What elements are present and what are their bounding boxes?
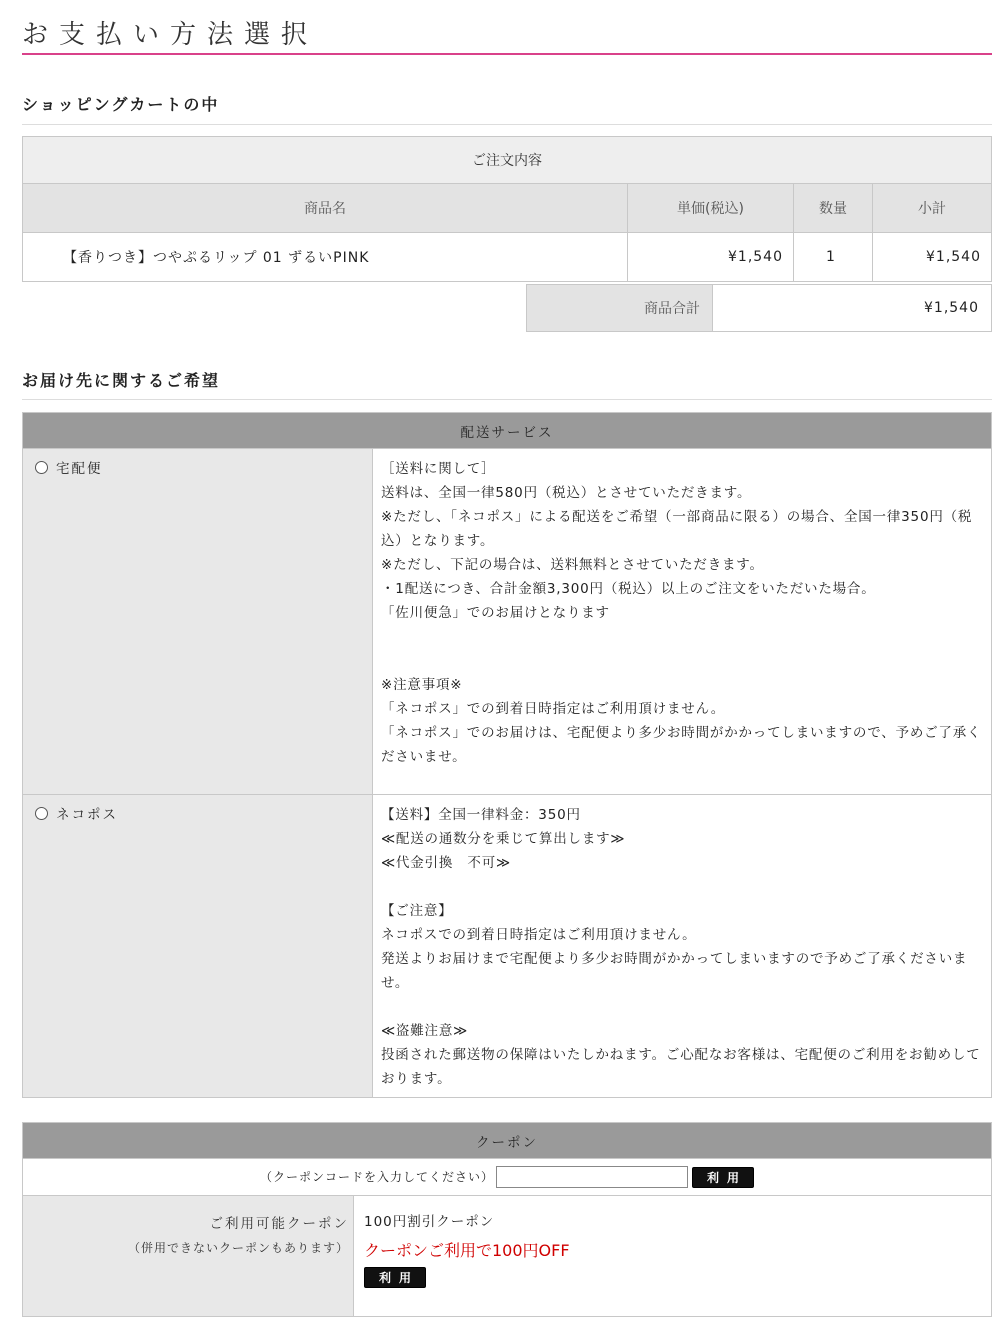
coupon-use-button[interactable]: 利用 [364,1267,426,1288]
description-line: ネコポスでの到着日時指定はご利用頂けません。 [381,927,697,943]
coupon-input-row [23,1159,992,1196]
shipping-service-header: 配送サービス [23,413,992,449]
description-line: ≪代金引換 不可≫ [381,855,511,871]
radio-nekopos[interactable] [35,807,48,820]
coupon-header: クーポン [23,1123,992,1159]
description-line: ※ただし、「ネコポス」による配送をご希望（一部商品に限る）の場合、全国一律350円（税込）となります。 [381,509,973,549]
description-line: ・1配送につき、合計金額3,300円（税込）以上のご注文をいただいた場合。 [381,581,876,597]
description-line: ※注意事項※ [381,677,463,693]
column-subtotal: 小計 [873,184,992,233]
coupon-promo-text: クーポンご利用で100円OFF [364,1241,570,1260]
cart-total-table [526,284,992,332]
shipping-option-description [373,795,992,1098]
column-unit-price: 単価(税込) [628,184,794,233]
description-line: ※ただし、下記の場合は、送料無料とさせていただきます。 [381,557,764,573]
description-line: ［送料に関して］ [381,461,496,477]
coupon-name: 100円割引クーポン [364,1214,495,1230]
description-blank [381,625,985,649]
coupon-input-hint: （クーポンコードを入力してください） [259,1170,494,1184]
description-line: 投函された郵送物の保障はいたしかねます。ご心配なお客様は、宅配便のご利用をお勧めしております。 [381,1047,981,1087]
coupon-apply-button[interactable]: 利用 [692,1167,754,1188]
description-blank [381,995,985,1019]
total-value: ¥1,540 [713,285,992,332]
page-title: お支払い方法選択 [22,20,319,50]
shipping-option-takkyubin[interactable] [23,449,373,795]
product-subtotal: ¥1,540 [873,233,992,282]
coupon-code-input[interactable] [496,1166,688,1188]
shipping-heading: お届け先に関するご希望 [22,371,221,390]
available-coupon-label-cell [23,1196,354,1317]
cart-caption: ご注文内容 [23,137,992,184]
description-line: 発送よりお届けまで宅配便より多少お時間がかかってしまいますので予めご了承くださいませ。 [381,951,968,991]
cart-heading: ショッピングカートの中 [22,95,220,114]
description-line: ≪盗難注意≫ [381,1023,469,1039]
description-line: ≪配送の通数分を乗じて算出します≫ [381,831,626,847]
available-coupon-note: （併用できないクーポンもあります） [127,1241,349,1255]
description-line: 「ネコポス」でのお届けは、宅配便より多少お時間がかかってしまいますので、予めご了承くださいませ。 [381,725,982,765]
shipping-option-description [373,449,992,795]
description-blank [381,649,985,673]
description-line: 送料は、全国一律580円（税込）とさせていただきます。 [381,485,752,501]
title-divider [22,53,992,55]
coupon-table [22,1122,992,1317]
product-unit-price: ¥1,540 [628,233,794,282]
description-line: 「佐川便急」でのお届けとなります [381,605,610,621]
description-line: 【ご注意】 [381,903,453,919]
option-label: ネコポス [56,807,118,823]
available-coupon-value-cell [354,1196,992,1317]
shipping-option-nekopos[interactable] [23,795,373,1098]
cart-table [22,136,992,282]
product-name: 【香りつき】つやぷるリップ 01 ずるいPINK [23,233,628,282]
option-label: 宅配便 [56,461,103,477]
table-row [23,233,992,282]
description-line: 【送料】全国一律料金：350円 [381,807,581,823]
description-line: 「ネコポス」での到着日時指定はご利用頂けません。 [381,701,726,717]
shipping-heading-divider [22,399,992,400]
column-quantity: 数量 [794,184,873,233]
product-quantity: 1 [794,233,873,282]
available-coupon-label: ご利用可能クーポン [209,1216,349,1232]
shipping-table [22,412,992,1098]
radio-takkyubin[interactable] [35,461,48,474]
total-label: 商品合計 [527,285,713,332]
cart-heading-divider [22,124,992,125]
column-product-name: 商品名 [23,184,628,233]
description-blank [381,875,985,899]
